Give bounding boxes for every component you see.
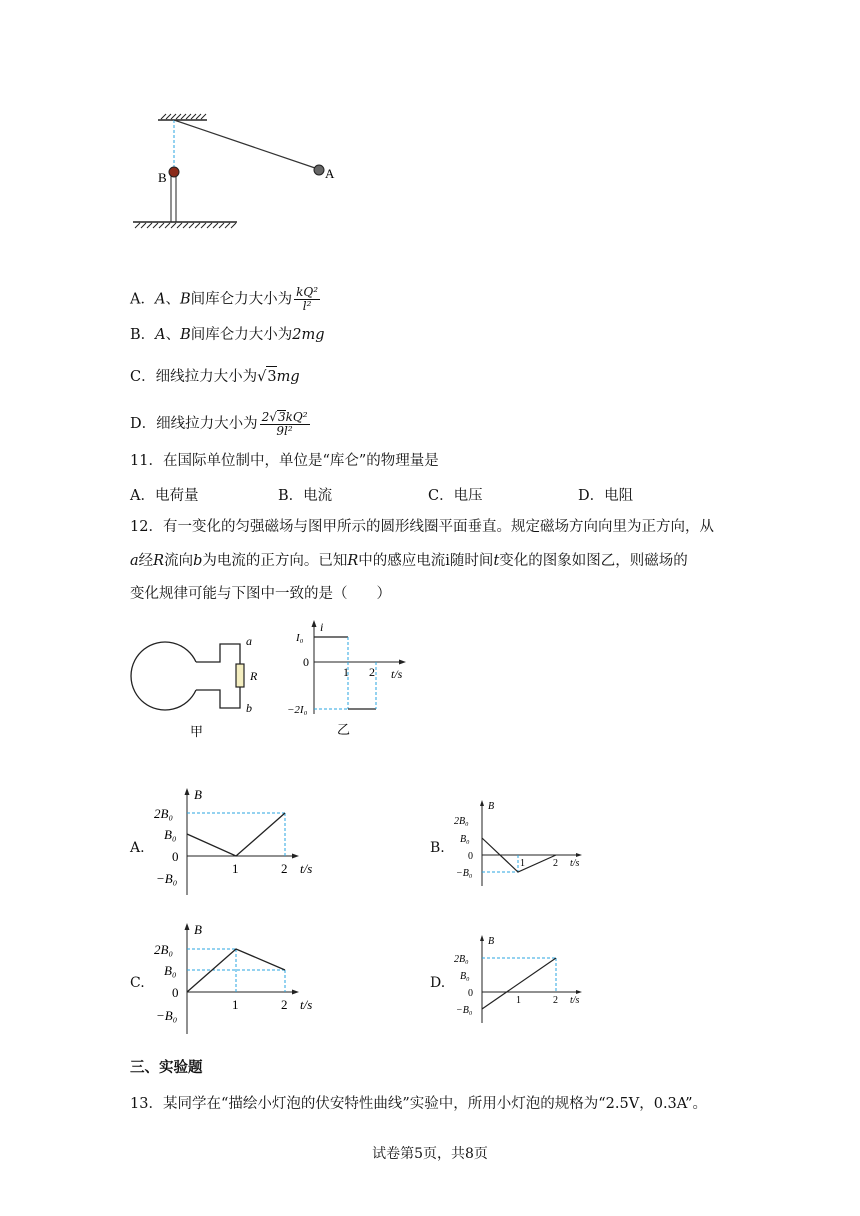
svg-text:I₀: I₀ bbox=[296, 632, 304, 644]
svg-text:i: i bbox=[320, 620, 324, 634]
svg-text:B: B bbox=[488, 801, 495, 812]
q10-option-c[interactable]: C．细线拉力大小为√3mg bbox=[130, 366, 300, 387]
svg-text:2B₀: 2B₀ bbox=[454, 954, 469, 965]
svg-text:t/s: t/s bbox=[300, 861, 313, 876]
figure-jia-coil bbox=[128, 636, 278, 746]
svg-text:−B₀: −B₀ bbox=[456, 868, 473, 879]
svg-text:B₀: B₀ bbox=[460, 971, 470, 982]
svg-text:1: 1 bbox=[516, 995, 521, 1006]
svg-text:2: 2 bbox=[281, 861, 288, 876]
svg-text:2B₀: 2B₀ bbox=[454, 816, 469, 827]
svg-text:2: 2 bbox=[553, 995, 558, 1006]
figure-yi-current-graph bbox=[285, 618, 415, 746]
svg-text:0: 0 bbox=[172, 849, 179, 864]
svg-text:−B₀: −B₀ bbox=[156, 1008, 178, 1023]
svg-text:t/s: t/s bbox=[570, 858, 580, 869]
q11-stem: 11．在国际单位制中，单位是“库仑”的物理量是 bbox=[130, 453, 439, 469]
section-heading: 三、实验题 bbox=[130, 1060, 203, 1076]
q10-option-a[interactable]: A．A、B间库仑力大小为 $\frac{\text{kQ²}}{\text{l²}}$ bbox=[130, 285, 319, 313]
svg-text:1: 1 bbox=[343, 665, 349, 679]
svg-text:−B₀: −B₀ bbox=[456, 1005, 473, 1016]
svg-text:R: R bbox=[250, 669, 258, 683]
svg-text:B: B bbox=[194, 922, 202, 937]
svg-text:2B₀: 2B₀ bbox=[154, 806, 173, 821]
q12-choice-c-letter[interactable]: C. bbox=[130, 975, 145, 991]
q11-option-a[interactable]: A．电荷量 bbox=[130, 488, 199, 504]
svg-text:t/s: t/s bbox=[391, 667, 403, 681]
q12-stem-line2: a经R流向b为电流的正方向。已知R中的感应电流i随时间t变化的图象如图乙，则磁场的 bbox=[130, 553, 688, 569]
svg-text:B₀: B₀ bbox=[164, 827, 177, 842]
svg-text:0: 0 bbox=[172, 985, 179, 1000]
svg-text:0: 0 bbox=[468, 988, 473, 999]
label-ball-b: B bbox=[158, 170, 167, 185]
q10-option-d[interactable]: D．细线拉力大小为 $\frac{\text{2√3kQ²}}{\text{9l²}}$ bbox=[130, 410, 308, 438]
svg-text:−B₀: −B₀ bbox=[156, 871, 178, 886]
q12-choice-d-graph bbox=[448, 935, 598, 1025]
q10-option-b[interactable]: B．A、B间库仑力大小为2mg bbox=[130, 327, 325, 343]
svg-text:乙: 乙 bbox=[337, 722, 351, 737]
page-footer: 试卷第5页，共8页 bbox=[372, 1146, 488, 1162]
q11-option-b[interactable]: B．电流 bbox=[278, 488, 333, 504]
svg-text:甲: 甲 bbox=[190, 724, 204, 739]
q12-choice-c-graph bbox=[150, 920, 330, 1038]
svg-text:1: 1 bbox=[520, 858, 525, 869]
q13-stem: 13．某同学在“描绘小灯泡的伏安特性曲线”实验中，所用小灯泡的规格为“2.5V，0.3A”。 bbox=[130, 1096, 708, 1112]
svg-text:t/s: t/s bbox=[570, 995, 580, 1006]
svg-text:B: B bbox=[488, 936, 495, 947]
q12-choice-b-letter[interactable]: B. bbox=[430, 840, 445, 856]
svg-text:0: 0 bbox=[303, 655, 309, 669]
svg-text:2: 2 bbox=[553, 858, 558, 869]
q11-option-c[interactable]: C．电压 bbox=[428, 488, 483, 504]
svg-text:b: b bbox=[246, 701, 252, 715]
q12-stem-line3: 变化规律可能与下图中一致的是（ ） bbox=[130, 586, 391, 602]
svg-text:B: B bbox=[194, 787, 202, 802]
svg-text:B₀: B₀ bbox=[460, 834, 470, 845]
svg-text:1: 1 bbox=[232, 997, 239, 1012]
q12-choice-b-graph bbox=[448, 798, 598, 888]
svg-text:0: 0 bbox=[468, 851, 473, 862]
svg-text:a: a bbox=[246, 636, 252, 648]
label-ball-a: A bbox=[325, 166, 335, 181]
q12-choice-a-letter[interactable]: A. bbox=[130, 840, 145, 856]
svg-text:2: 2 bbox=[369, 665, 375, 679]
svg-text:2B₀: 2B₀ bbox=[154, 942, 173, 957]
q11-option-d[interactable]: D．电阻 bbox=[578, 488, 634, 504]
svg-text:2: 2 bbox=[281, 997, 288, 1012]
pendulum-figure bbox=[125, 108, 355, 233]
svg-text:B₀: B₀ bbox=[164, 963, 177, 978]
q12-choice-a-graph bbox=[150, 785, 330, 900]
svg-text:−2I₀: −2I₀ bbox=[287, 704, 308, 716]
q12-stem-line1: 12．有一变化的匀强磁场与图甲所示的圆形线圈平面垂直。规定磁场方向向里为正方向，从 bbox=[130, 519, 714, 535]
q12-choice-d-letter[interactable]: D. bbox=[430, 975, 446, 991]
svg-text:t/s: t/s bbox=[300, 997, 313, 1012]
svg-text:1: 1 bbox=[232, 861, 239, 876]
